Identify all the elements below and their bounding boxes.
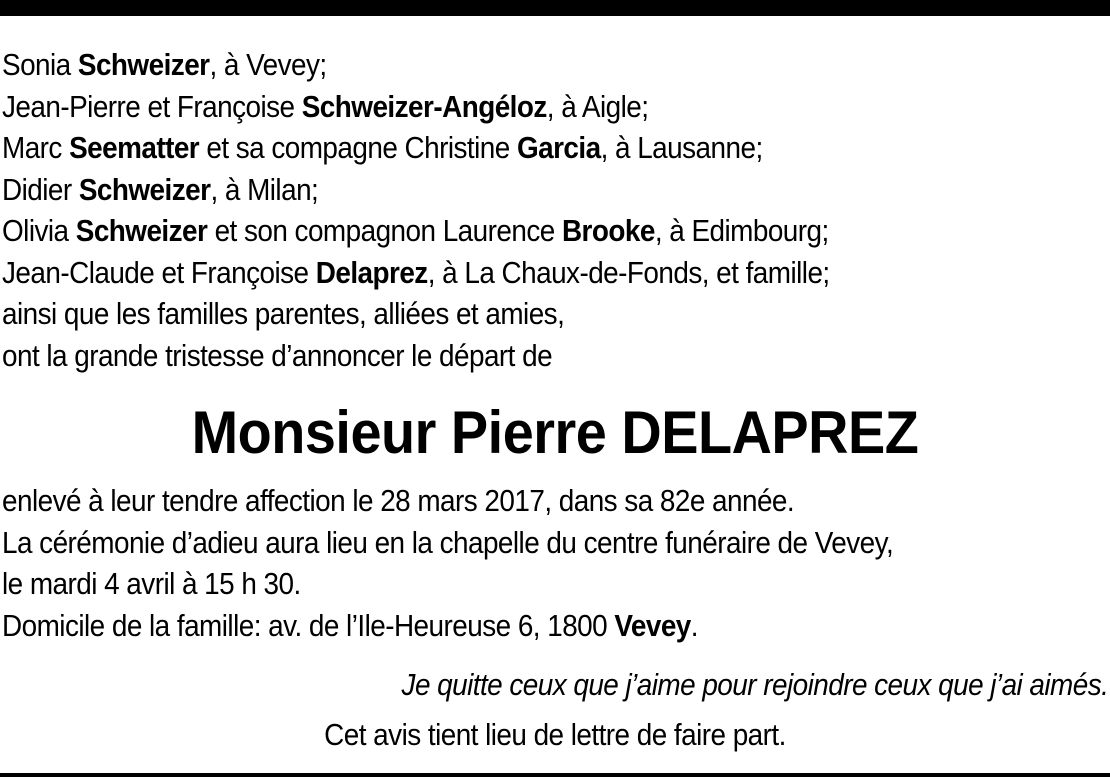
family-surname: Garcia	[516, 130, 601, 165]
family-surname: Seematter	[69, 130, 200, 165]
detail-line: enlevé à leur tendre affection le 28 mars 2017, dans sa 82e année.	[2, 483, 795, 518]
intro-line: ont la grande tristesse d’annoncer le départ de	[2, 337, 553, 373]
deceased-name: Monsieur Pierre DELAPREZ	[191, 399, 919, 466]
bottom-rule	[0, 773, 1110, 777]
detail-line: le mardi 4 avril à 15 h 30.	[2, 566, 301, 601]
family-surname: Schweizer	[75, 213, 208, 248]
family-surname: Schweizer	[78, 171, 211, 207]
intro-line: ainsi que les familles parentes, alliées et amies,	[2, 296, 565, 331]
quote: Je quitte ceux que j’aime pour rejoindre ceux que j’ai aimés.	[401, 667, 1108, 702]
family-list	[2, 44, 1108, 376]
family-surname: Brooke	[561, 213, 655, 248]
family-line: Olivia Schweizer et son compagnon Laurence Brooke, à Edimbourg;	[2, 213, 829, 248]
domicile-line: Domicile de la famille: av. de l’Ile-Heureuse 6, 1800 Vevey.	[2, 607, 698, 643]
family-surname: Schweizer-Angéloz	[301, 88, 547, 124]
top-rule	[0, 0, 1110, 16]
domicile-city: Vevey	[614, 607, 691, 643]
detail-line: La cérémonie d’adieu aura lieu en la chapelle du centre funéraire de Vevey,	[2, 524, 894, 560]
family-line: Didier Schweizer, à Milan;	[2, 171, 319, 207]
family-surname: Schweizer	[77, 47, 210, 82]
notice: Cet avis tient lieu de lettre de faire part.	[324, 717, 786, 752]
family-line: Marc Seematter et sa compagne Christine Garcia, à Lausanne;	[2, 130, 763, 165]
family-line: Jean-Claude et Françoise Delaprez, à La Chaux-de-Fonds, et famille;	[2, 254, 830, 290]
family-surname: Delaprez	[315, 254, 428, 290]
family-line: Sonia Schweizer, à Vevey;	[2, 47, 327, 82]
details-block	[2, 480, 1108, 646]
family-line: Jean-Pierre et Françoise Schweizer-Angéloz, à Aigle;	[2, 88, 649, 124]
